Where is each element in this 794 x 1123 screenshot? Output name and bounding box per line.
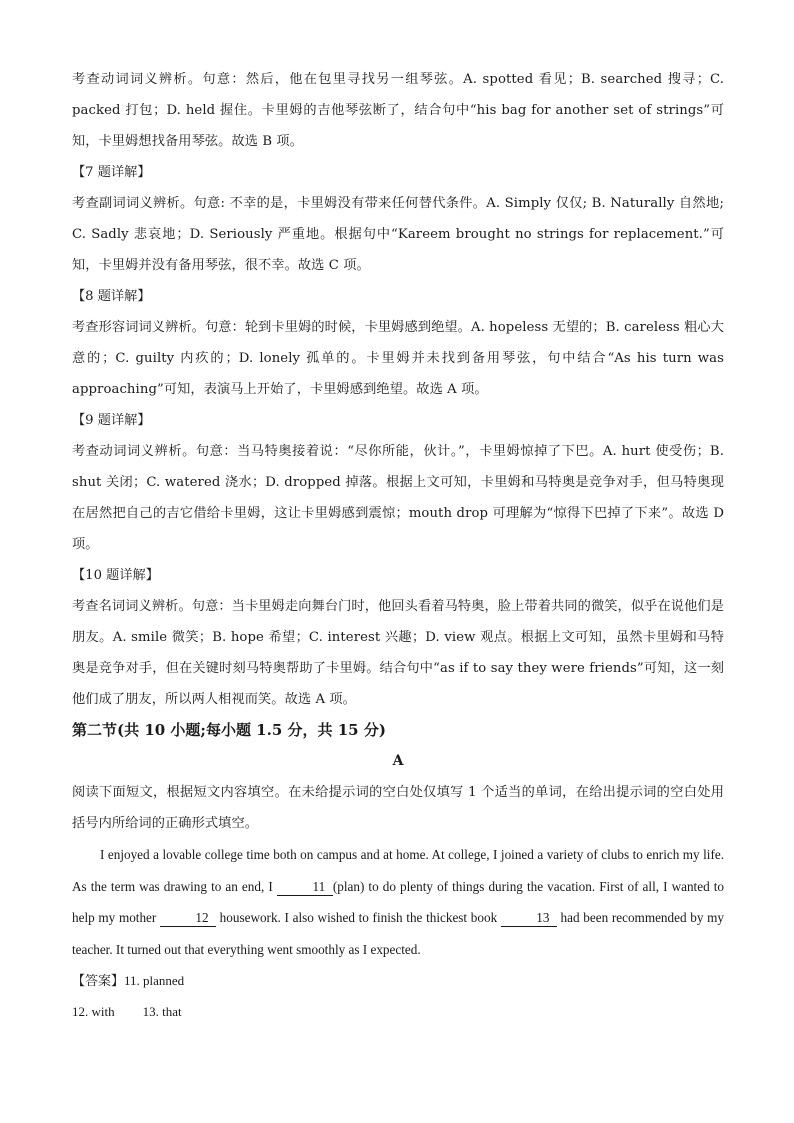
answer-label: 【答案】 <box>72 973 125 988</box>
q6-explanation: 考查动词词义辨析。句意：然后，他在包里寻找另一组琴弦。A. spotted 看见；B. searched 搜寻；C. packed 打包；D. held 握住。卡里姆的吉他琴弦断了，结合句中“his bag for another set of strings”可知，卡里姆想找备用琴弦。故选 B 项。 <box>72 72 724 149</box>
blank-13: 13 <box>501 910 557 927</box>
passage-part-1: I enjoyed a lovable college time both on campus and at home. At college, I joined a variety of clubs to enrich my life. As the term was drawing to an end, I <box>72 847 724 894</box>
q8-heading: 【8 题详解】 <box>72 289 151 304</box>
answer-13: 13. that <box>142 1004 182 1019</box>
passage-text <box>72 839 724 965</box>
passage-part-3: housework. I also wished to finish the thickest book <box>215 910 501 925</box>
answer-row-1 <box>72 965 724 996</box>
q8-explanation: 考查形容词词义辨析。句意：轮到卡里姆的时候，卡里姆感到绝望。A. hopeless 无望的；B. careless 粗心大意的；C. guilty 内疚的；D. lonely 孤单的。卡里姆并未找到备用琴弦，句中结合“As his turn was approaching”可知，表演马上开始了，卡里姆感到绝望。故选 A 项。 <box>72 320 724 397</box>
q10-explanation: 考查名词词义辨析。句意：当卡里姆走向舞台门时，他回头看着马特奥，脸上带着共同的微笑，似乎在说他们是朋友。A. smile 微笑；B. hope 希望；C. interest 兴趣；D. view 观点。根据上文可知，虽然卡里姆和马特奥是竞争对手，但在关键时刻马特奥帮助了卡里姆。结合句中“as if to say they were friends”可知，这一刻他们成了朋友，所以两人相视而笑。故选 A 项。 <box>72 599 724 707</box>
passage-letter: A <box>392 753 404 769</box>
q9-heading: 【9 题详解】 <box>72 413 151 428</box>
q9-explanation: 考查动词词义辨析。句意：当马特奥接着说：“尽你所能，伙计。”，卡里姆惊掉了下巴。A. hurt 使受伤；B. shut 关闭；C. watered 浇水；D. dropped 掉落。根据上文可知，卡里姆和马特奥是竞争对手，但马特奥现在居然把自己的吉它借给卡里姆，这让卡里姆感到震惊；mouth drop 可理解为“惊得下巴掉了下来”。故选 D 项。 <box>72 444 724 552</box>
q7-explanation: 考查副词词义辨析。句意: 不幸的是，卡里姆没有带来任何替代条件。A. Simply 仅仅; B. Naturally 自然地; C. Sadly 悲哀地；D. Seriously 严重地。根据句中“Kareem brought no strings for replacement.”可知，卡里姆并没有备用琴弦，很不幸。故选 C 项。 <box>72 196 724 273</box>
section-title: 第二节(共 10 小题;每小题 1.5 分，共 15 分) <box>72 721 386 739</box>
answer-12: 12. with <box>72 1004 115 1019</box>
blank-11: 11 <box>277 879 333 896</box>
document-page <box>72 64 724 1027</box>
passage-part-2: (plan) to do plenty of things during the vacation. First of all, I wanted to help my mother <box>72 878 725 925</box>
passage-part-4: had been recommended by my teacher. It turned out that everything went smoothly as I expected. <box>72 910 724 957</box>
q7-heading: 【7 题详解】 <box>72 165 151 180</box>
section-instructions: 阅读下面短文，根据短文内容填空。在未给提示词的空白处仅填写 1 个适当的单词，在给出提示词的空白处用括号内所给词的正确形式填空。 <box>72 785 724 831</box>
q10-heading: 【10 题详解】 <box>72 568 159 583</box>
answer-11: 11. planned <box>124 973 185 988</box>
blank-12: 12 <box>160 910 216 927</box>
answer-row-2 <box>72 996 724 1027</box>
